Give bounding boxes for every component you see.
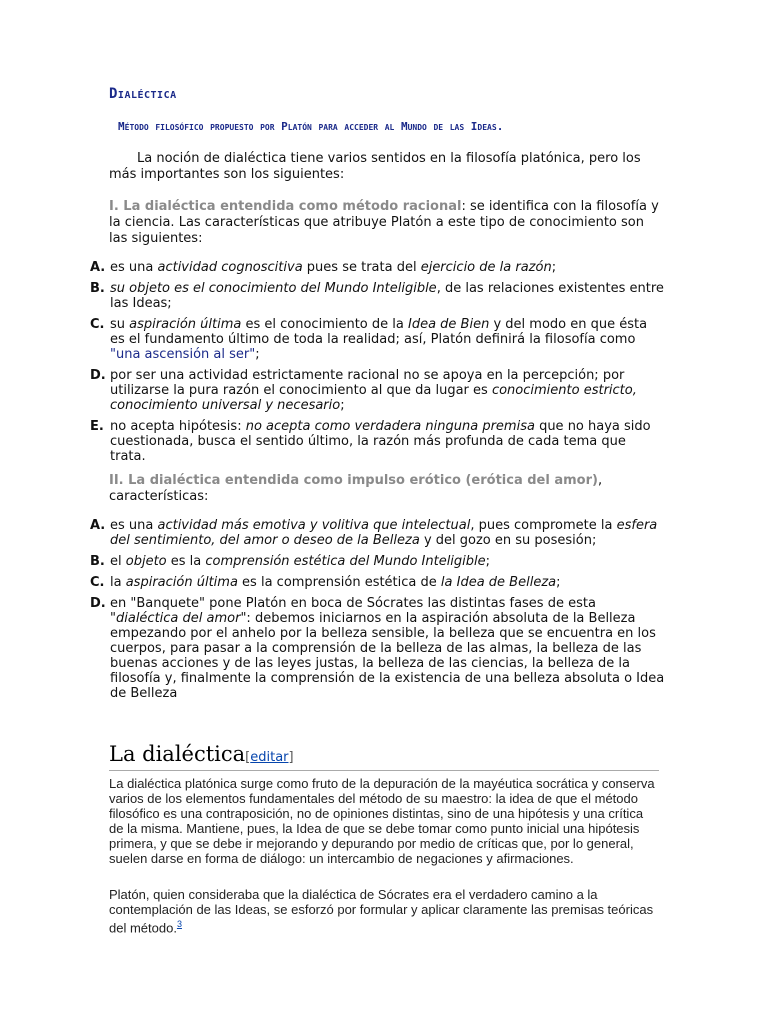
emphasis-text: dialéctica del amor [115, 611, 241, 626]
section-1-text: : se identifica con la filosofía y la ciencia. Las características que atribuye Platón a este tipo de conocimiento son las siguientes: [109, 199, 659, 246]
edit-section [245, 750, 293, 765]
emphasis-text: comprensión estética del Mundo Inteligible [205, 554, 486, 569]
edit-bracket-close: ] [288, 750, 294, 765]
item-text: su [110, 317, 130, 332]
section-2-heading [109, 473, 664, 505]
edit-link[interactable]: editar [250, 750, 289, 765]
section-1-title: I. La dialéctica entendida como método racional [109, 199, 462, 214]
heading-divider [109, 770, 659, 771]
section-1-list [90, 260, 665, 470]
emphasis-text: conocimiento estricto, conocimiento universal y necesario [110, 383, 637, 413]
list-marker: B. [90, 554, 105, 569]
item-text: ; [551, 260, 557, 275]
item-text: que no haya sido cuestionada, busca el sentido último, la razón más profunda de cada tema que trata. [110, 419, 651, 464]
item-text: pues se trata del [302, 260, 421, 275]
intro-paragraph: La noción de dialéctica tiene varios sentidos en la filosofía platónica, pero los más importantes son los siguientes: [109, 151, 641, 182]
reference-link[interactable]: 3 [176, 919, 182, 929]
wiki-paragraph-2 [109, 887, 659, 935]
page-title: Dialéctica [109, 86, 177, 102]
item-text: es la comprensión estética de [237, 575, 441, 590]
item-text: , de las relaciones existentes entre las Ideas; [110, 281, 664, 311]
list-marker: D. [90, 368, 106, 383]
emphasis-text: no acepta como verdadera ninguna premisa [245, 419, 535, 434]
list-marker: C. [90, 317, 105, 332]
emphasis-text: aspiración última [125, 575, 238, 590]
item-text: la [110, 575, 126, 590]
emphasis-text: objeto [125, 554, 167, 569]
quote-link[interactable]: "una ascensión al ser" [110, 347, 256, 362]
section-2-title: II. La dialéctica entendida como impulso erótico (erótica del amor) [109, 473, 598, 488]
list-marker: E. [90, 419, 104, 434]
emphasis-text: Idea de Bien [407, 317, 490, 332]
list-item [90, 554, 665, 569]
emphasis-text: su objeto es el conocimiento del Mundo Inteligible [110, 281, 437, 296]
item-text: ": debemos iniciarnos en la aspiración absoluta de la Belleza empezando por el anhelo por la belleza sensible, la belleza que se encuentra en los cuerpos, para pasar a la comprensión de la belleza de las almas, la belleza de las buenas acciones y de las leyes justas, la belleza de las ciencias, la belleza de la filosofía y, finalmente la comprensión de la existencia de una belleza absoluta o Idea de Belleza [110, 611, 665, 701]
list-item [90, 317, 665, 362]
list-marker: A. [90, 518, 106, 533]
list-marker: B. [90, 281, 105, 296]
item-text: ; [255, 347, 260, 362]
emphasis-text: la Idea de Belleza [440, 575, 557, 590]
wiki-heading-text: La dialéctica [109, 742, 246, 766]
item-text: y del modo en que ésta es el fundamento último de toda la realidad; así, Platón definirá la filosofía como [110, 317, 648, 347]
item-text: es la [166, 554, 206, 569]
emphasis-text: actividad más emotiva y volitiva que intelectual [157, 518, 471, 533]
list-item [90, 518, 665, 548]
list-item [90, 596, 665, 701]
item-text: es el conocimiento de la [241, 317, 408, 332]
wiki-heading [109, 742, 294, 766]
list-item [90, 260, 665, 275]
list-marker: A. [90, 260, 106, 275]
emphasis-text: esfera del sentimiento, del amor o deseo de la Belleza [110, 518, 658, 548]
item-text: no acepta hipótesis: [110, 419, 246, 434]
list-item [90, 281, 665, 311]
emphasis-text: ejercicio de la razón [420, 260, 552, 275]
item-text: ; [340, 398, 345, 413]
item-text: por ser una actividad estrictamente racional no se apoya en la percepción; por utilizarse la pura razón el conocimiento al que da lugar es [110, 368, 625, 398]
list-marker: C. [90, 575, 105, 590]
section-1-heading [109, 199, 664, 247]
list-item [90, 419, 665, 464]
list-item [90, 575, 665, 590]
item-text: en "Banquete" pone Platón en boca de Sócrates las distintas fases de esta " [110, 596, 596, 626]
item-text: ; [485, 554, 491, 569]
page-subtitle: Método filosófico propuesto por Platón para acceder al Mundo de las Ideas. [118, 120, 504, 133]
item-text: es una [110, 260, 158, 275]
item-text: es una [110, 518, 158, 533]
item-text: el [110, 554, 126, 569]
item-text: ; [556, 575, 561, 590]
emphasis-text: aspiración última [129, 317, 242, 332]
wiki-paragraph-2-text: Platón, quien consideraba que la dialéctica de Sócrates era el verdadero camino a la contemplación de las Ideas, se esforzó por formular y aplicar claramente las premisas teóricas del método. [109, 887, 654, 936]
wiki-paragraph-1: La dialéctica platónica surge como fruto de la depuración de la mayéutica socrática y conserva varios de los elementos fundamentales del método de su maestro: la idea de que el método filosófico es una contraposición, no de opiniones distintas, sino de una hipótesis y una crítica de la misma. Mantiene, pues, la Idea de que se debe tomar como punto inicial una hipótesis primera, y que se debe ir mejorando y depurando por medio de críticas que, por lo general, suelen darse en forma de diálogo: un intercambio de negaciones y afirmaciones. [109, 776, 655, 866]
list-item [90, 368, 665, 413]
item-text: , pues compromete la [470, 518, 617, 533]
emphasis-text: actividad cognoscitiva [157, 260, 303, 275]
list-marker: D. [90, 596, 106, 611]
item-text: y del gozo en su posesión; [419, 533, 597, 548]
section-2-text: , características: [109, 473, 603, 504]
edit-bracket-open: [ [245, 750, 251, 765]
section-2-list [90, 518, 665, 707]
